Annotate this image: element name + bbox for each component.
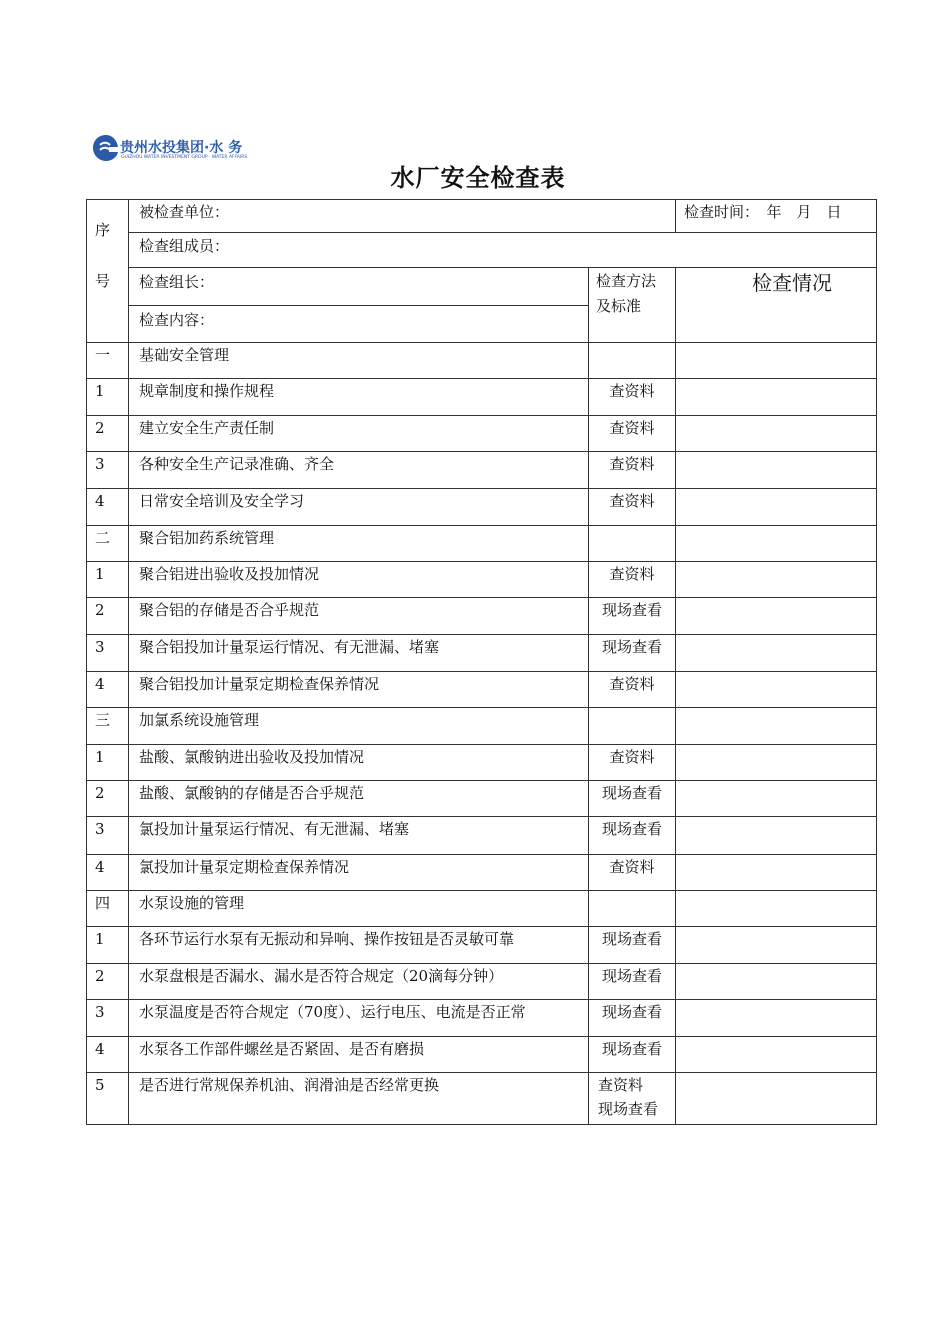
row-divider (86, 597, 877, 598)
check-method-text: 查资料 (609, 748, 655, 766)
check-method-text: 查资料 (609, 455, 655, 473)
row-number: 4 (95, 858, 105, 876)
row-divider (86, 378, 877, 379)
check-method (589, 745, 675, 769)
check-method-text: 现场查看 (601, 1003, 662, 1021)
row-number: 3 (95, 455, 105, 473)
check-method-text: 查资料 (609, 565, 655, 583)
check-method (589, 489, 675, 513)
check-method-text: 查资料 (609, 858, 655, 876)
check-method-text: 现场查看 (601, 638, 662, 656)
row-divider (86, 1124, 877, 1125)
check-item: 盐酸、氯酸钠进出验收及投加情况 (139, 748, 365, 766)
row-number: 2 (95, 601, 105, 619)
row-divider (86, 1036, 877, 1037)
row-divider (86, 488, 877, 489)
header-line-3 (128, 305, 589, 306)
check-item: 是否进行常规保养机油、润滑油是否经常更换 (139, 1076, 440, 1094)
row-divider (86, 525, 877, 526)
check-method-text: 查资料 (609, 492, 655, 510)
check-method (589, 927, 675, 951)
check-method-text: 查资料 (598, 1076, 644, 1094)
check-method-text: 查资料 (609, 419, 655, 437)
check-method (589, 598, 675, 622)
border-top (86, 199, 877, 200)
row-divider (86, 780, 877, 781)
row-divider (86, 999, 877, 1000)
check-item: 日常安全培训及安全学习 (139, 492, 305, 510)
check-item: 聚合铝投加计量泵定期检查保养情况 (139, 675, 380, 693)
row-number: 4 (95, 675, 105, 693)
header-line-4 (86, 342, 877, 343)
check-item: 聚合铝的存储是否合乎规范 (139, 601, 320, 619)
team-members-label: 检查组成员： (139, 237, 230, 255)
check-method (589, 1037, 675, 1061)
row-number: 3 (95, 820, 105, 838)
check-method (589, 672, 675, 696)
row-divider (86, 890, 877, 891)
row-number: 4 (95, 1040, 105, 1058)
check-item: 各种安全生产记录准确、齐全 (139, 455, 335, 473)
inspection-time-label: 检查时间： 年 月 日 (684, 203, 842, 221)
row-divider (86, 707, 877, 708)
row-divider (86, 671, 877, 672)
row-number: 1 (95, 930, 105, 948)
check-item: 规章制度和操作规程 (139, 382, 275, 400)
row-number: 四 (95, 894, 111, 912)
check-item: 氯投加计量泵定期检查保养情况 (139, 858, 350, 876)
row-divider (86, 854, 877, 855)
row-number: 3 (95, 1003, 105, 1021)
row-divider (86, 634, 877, 635)
check-method-text: 现场查看 (601, 601, 662, 619)
check-item: 水泵温度是否符合规定（70度）、运行电压、电流是否正常 (139, 1003, 526, 1021)
check-method-text: 查资料 (609, 382, 655, 400)
row-number: 一 (95, 346, 111, 364)
row-number: 二 (95, 529, 111, 547)
check-item: 盐酸、氯酸钠的存储是否合乎规范 (139, 784, 365, 802)
check-item: 聚合铝进出验收及投加情况 (139, 565, 320, 583)
check-item: 聚合铝加药系统管理 (139, 529, 275, 547)
check-method (589, 379, 675, 403)
check-method-text: 现场查看 (601, 1040, 662, 1058)
border-right (876, 199, 877, 1125)
row-divider (86, 926, 877, 927)
row-divider (86, 1072, 877, 1073)
num-header: 号 (95, 272, 111, 290)
row-divider (86, 816, 877, 817)
check-method (589, 964, 675, 988)
inspection-content-label: 检查内容： (139, 311, 215, 329)
row-number: 1 (95, 382, 105, 400)
method-header: 检查方法及标准 (596, 272, 657, 315)
check-item: 氯投加计量泵运行情况、有无泄漏、堵塞 (139, 820, 410, 838)
row-divider (86, 415, 877, 416)
check-item: 聚合铝投加计量泵运行情况、有无泄漏、堵塞 (139, 638, 440, 656)
check-method (589, 855, 675, 879)
situation-column-divider (675, 267, 676, 1125)
border-left (86, 199, 87, 1125)
logo-english-text: GUIZHOU WATER INVESTMENT GROUP · WATER AFFAIRS (121, 155, 248, 160)
row-number: 2 (95, 784, 105, 802)
check-item: 各环节运行水泵有无振动和异响、操作按钮是否灵敏可靠 (139, 930, 515, 948)
time-cell-divider (675, 199, 676, 233)
check-method (598, 1073, 684, 1121)
inspection-table (86, 199, 877, 1125)
row-number: 1 (95, 565, 105, 583)
check-item: 水泵盘根是否漏水、漏水是否符合规定（20滴每分钟） (139, 967, 504, 985)
seq-header: 序 (95, 221, 111, 239)
check-item: 建立安全生产责任制 (139, 419, 275, 437)
row-divider (86, 963, 877, 964)
row-divider (86, 744, 877, 745)
check-method-text: 现场查看 (601, 820, 662, 838)
check-item: 水泵设施的管理 (139, 894, 245, 912)
check-method-text: 查资料 (609, 675, 655, 693)
check-method-text-2: 现场查看 (598, 1100, 659, 1118)
check-method (589, 781, 675, 805)
check-method (589, 635, 675, 659)
check-method-text: 现场查看 (601, 930, 662, 948)
row-divider (86, 561, 877, 562)
check-method (589, 416, 675, 440)
page-title: 水厂安全检查表 (390, 164, 566, 192)
check-item: 基础安全管理 (139, 346, 230, 364)
check-method-text: 现场查看 (601, 784, 662, 802)
row-number: 2 (95, 419, 105, 437)
logo-chinese-text: 贵州水投集团·水 务 (120, 140, 243, 156)
check-method (589, 562, 675, 586)
team-leader-label: 检查组长： (139, 273, 215, 291)
row-number: 4 (95, 492, 105, 510)
header-line-2 (128, 267, 877, 268)
row-number: 2 (95, 967, 105, 985)
inspected-unit-label: 被检查单位： (139, 203, 230, 221)
row-number: 1 (95, 748, 105, 766)
row-number: 5 (95, 1076, 105, 1094)
check-method-text: 现场查看 (601, 967, 662, 985)
row-number: 三 (95, 711, 111, 729)
row-divider (86, 451, 877, 452)
situation-header: 检查情况 (752, 271, 832, 295)
check-method (589, 817, 675, 841)
seq-column-divider (128, 199, 129, 1125)
check-item: 水泵各工作部件螺丝是否紧固、是否有磨损 (139, 1040, 425, 1058)
row-number: 3 (95, 638, 105, 656)
check-item: 加氯系统设施管理 (139, 711, 260, 729)
header-line-1 (128, 232, 877, 233)
check-method (589, 1000, 675, 1024)
check-method (589, 452, 675, 476)
